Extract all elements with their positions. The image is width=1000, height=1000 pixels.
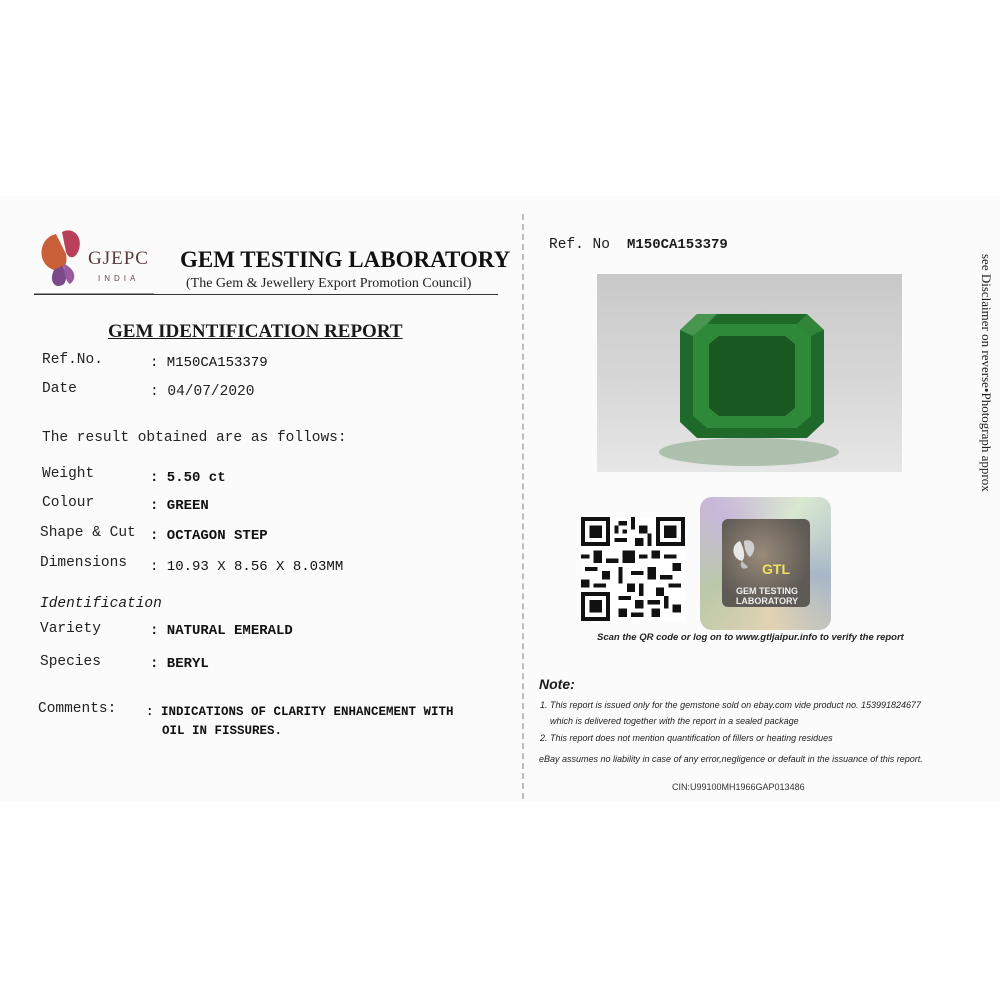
right-ref-value: M150CA153379 [627, 237, 728, 253]
vertical-disclaimer: see Disclaimer on reverse•Photograph approx [979, 254, 994, 492]
variety-value: : NATURAL EMERALD [150, 623, 293, 639]
logo-subtext: INDIA [98, 274, 140, 283]
species-label: Species [40, 654, 101, 670]
comments-label: Comments: [38, 701, 117, 717]
variety-label: Variety [40, 621, 101, 637]
seal-title: GTL [762, 561, 790, 577]
note-title: Note: [539, 676, 575, 692]
colour-value: : GREEN [150, 498, 209, 514]
identification-heading: Identification [40, 596, 162, 612]
scan-instructions: Scan the QR code or log on to www.gtljaipur.info to verify the report [597, 632, 904, 643]
cin-number: CIN:U99100MH1966GAP013486 [672, 782, 805, 792]
right-ref-label: Ref. No [549, 237, 610, 253]
qr-code[interactable] [581, 517, 685, 621]
lab-subtitle: (The Gem & Jewellery Export Promotion Council) [186, 276, 472, 291]
ref-label: Ref.No. [42, 352, 103, 368]
lab-title: GEM TESTING LABORATORY [180, 247, 511, 272]
intro-text: The result obtained are as follows: [42, 430, 347, 446]
weight-label: Weight [42, 466, 95, 482]
report-title: GEM IDENTIFICATION REPORT [108, 321, 403, 342]
ref-value: : M150CA153379 [150, 355, 268, 371]
note-2: 2. This report does not mention quantification of fillers or heating residues [540, 733, 833, 743]
header-rule [34, 294, 498, 295]
comments-line-2: OIL IN FISSURES. [162, 724, 283, 738]
note-1-line-2: which is delivered together with the report in a sealed package [550, 716, 799, 726]
logo-text: GJEPC [88, 248, 149, 269]
colour-label: Colour [42, 495, 95, 511]
gemstone-photo [597, 274, 902, 472]
species-value: : BERYL [150, 656, 209, 672]
weight-value: : 5.50 ct [150, 470, 226, 486]
seal-subtitle-line-1: GEM TESTING [735, 586, 798, 596]
date-value: : 04/07/2020 [150, 384, 255, 400]
seal-subtitle [722, 586, 812, 606]
perforation-divider [522, 214, 524, 799]
seal-butterfly-icon [730, 537, 760, 571]
seal-subtitle-line-2: LABORATORY [735, 596, 799, 606]
comments-line-1: : INDICATIONS OF CLARITY ENHANCEMENT WITH [146, 705, 454, 719]
date-label: Date [42, 381, 77, 397]
emerald-image [597, 274, 902, 472]
note-1-line-1: 1. This report is issued only for the gemstone sold on ebay.com vide product no. 153991824677 [540, 700, 922, 710]
dimensions-label: Dimensions [40, 555, 128, 571]
note-3: eBay assumes no liability in case of any error,negligence or default in the issuance of this report. [539, 754, 923, 764]
dimensions-value: : 10.93 X 8.56 X 8.03MM [150, 559, 344, 575]
shape-label: Shape & Cut [40, 525, 136, 541]
shape-value: : OCTAGON STEP [150, 528, 268, 544]
